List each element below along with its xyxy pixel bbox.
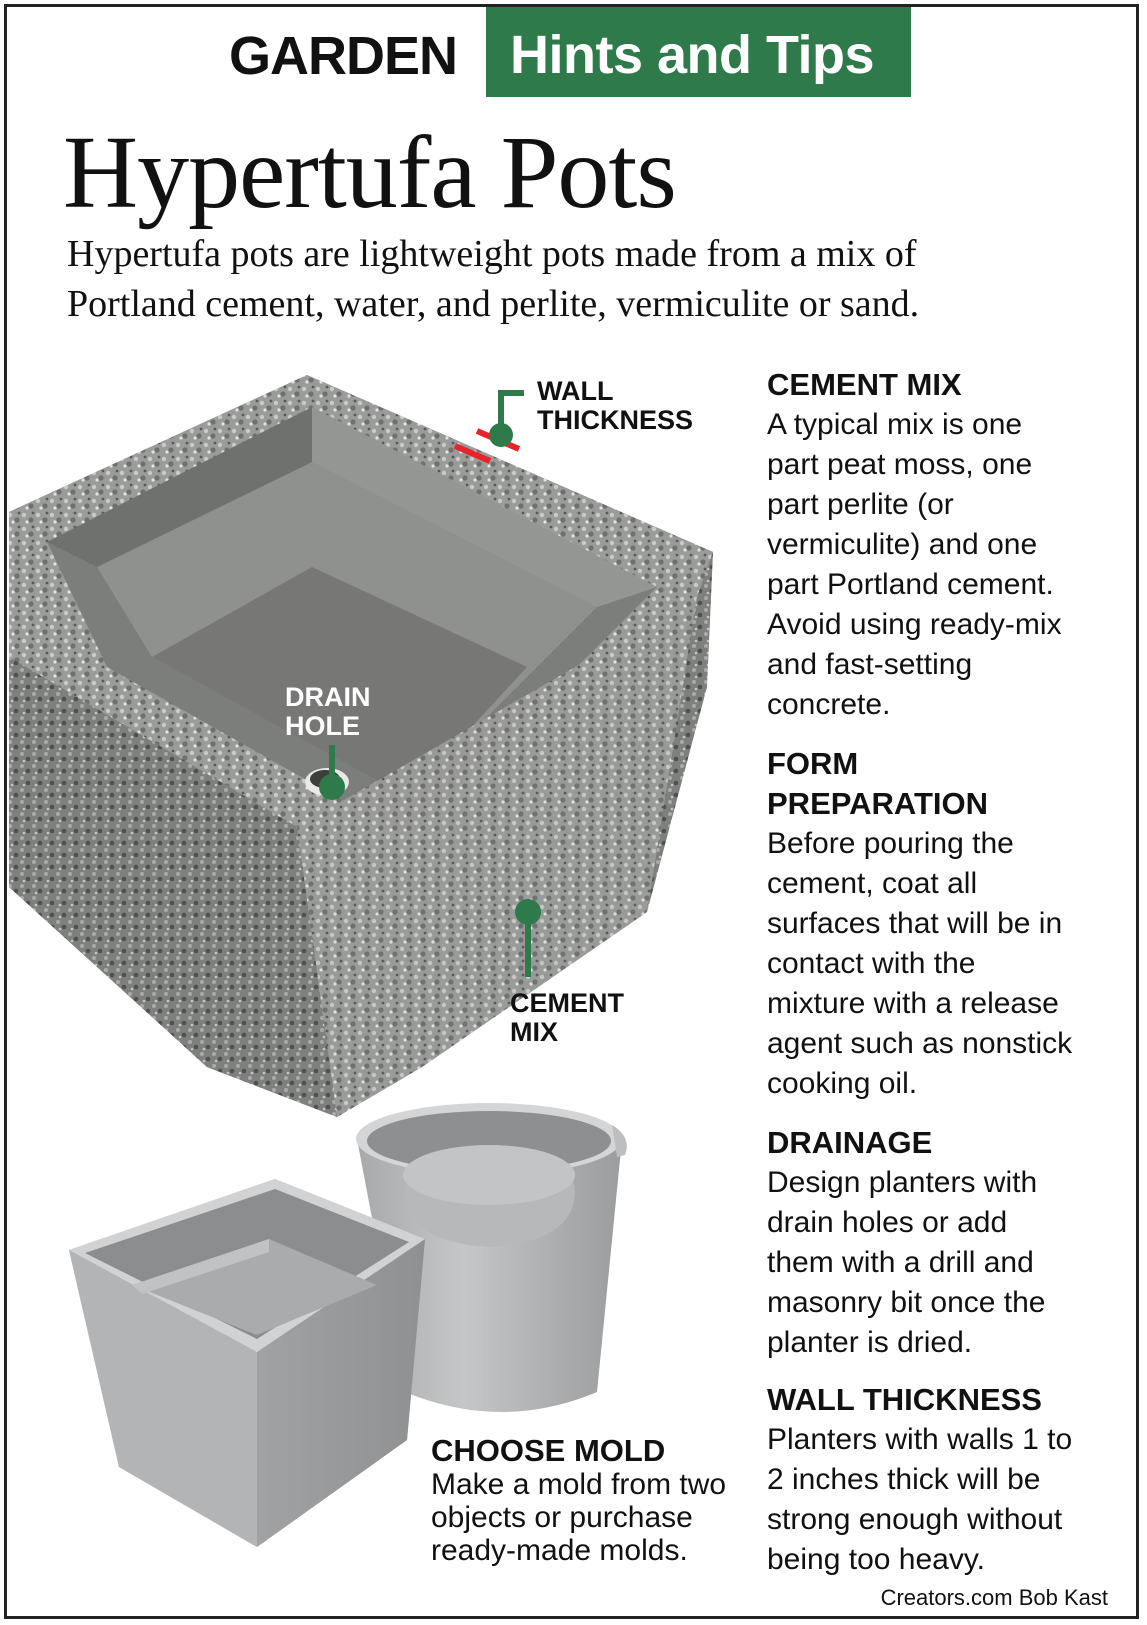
section-drainage xyxy=(767,1123,1127,1363)
section-line: ready-made molds. xyxy=(431,1534,688,1567)
section-heading: WALL THICKNESS xyxy=(767,1382,1042,1417)
section-line: Design planters with xyxy=(767,1166,1038,1199)
section-line: masonry bit once the xyxy=(767,1286,1046,1319)
section-choose-mold xyxy=(431,1434,771,1567)
section-line: objects or purchase xyxy=(431,1501,693,1534)
section-line: mixture with a release xyxy=(767,987,1059,1020)
wall-thickness-marker xyxy=(455,393,524,461)
section-line: cooking oil. xyxy=(767,1067,918,1100)
infographic-frame xyxy=(4,4,1139,1619)
section-heading: PREPARATION xyxy=(767,786,989,821)
section-line: Before pouring the xyxy=(767,827,1014,860)
section-line: Avoid using ready-mix xyxy=(767,608,1062,641)
section-line: surfaces that will be in xyxy=(767,907,1063,940)
credit-line: Creators.com Bob Kast xyxy=(880,1585,1108,1610)
section-line: being too heavy. xyxy=(767,1543,985,1576)
section-form-preparation xyxy=(767,744,1127,1104)
wall-thickness-callout xyxy=(537,377,693,435)
section-line: strong enough without xyxy=(767,1503,1063,1536)
section-line: cement, coat all xyxy=(767,867,978,900)
section-line: agent such as nonstick xyxy=(767,1027,1073,1060)
callout-line: MIX xyxy=(510,1017,559,1047)
section-line: vermiculite) and one xyxy=(767,528,1038,561)
drain-hole-callout xyxy=(285,683,371,741)
section-line: drain holes or add xyxy=(767,1206,1008,1239)
section-line: part Portland cement. xyxy=(767,568,1054,601)
section-heading: DRAINAGE xyxy=(767,1125,933,1160)
section-line: part perlite (or xyxy=(767,488,954,521)
square-mold xyxy=(69,1179,425,1547)
callout-line: WALL xyxy=(537,376,614,406)
section-wall-thickness xyxy=(767,1380,1127,1580)
section-line: them with a drill and xyxy=(767,1246,1034,1279)
callout-line: HOLE xyxy=(285,711,361,741)
callout-line: DRAIN xyxy=(285,682,371,712)
intro-line: Portland cement, water, and perlite, vermiculite or sand. xyxy=(67,283,920,325)
section-line: concrete. xyxy=(767,688,891,721)
section-line: and fast-setting xyxy=(767,648,973,681)
section-heading: CEMENT MIX xyxy=(767,367,962,402)
section-line: Make a mold from two xyxy=(431,1468,727,1501)
section-heading: FORM xyxy=(767,746,859,781)
section-cement-mix xyxy=(767,365,1127,725)
callout-line: THICKNESS xyxy=(537,405,694,435)
callout-line: CEMENT xyxy=(510,988,624,1018)
section-line: Planters with walls 1 to xyxy=(767,1423,1073,1456)
section-heading: CHOOSE MOLD xyxy=(431,1433,666,1468)
section-line: contact with the xyxy=(767,947,976,980)
section-line: A typical mix is one xyxy=(767,408,1023,441)
section-line: 2 inches thick will be xyxy=(767,1463,1041,1496)
garden-label: GARDEN xyxy=(229,26,458,86)
page-title: Hypertufa Pots xyxy=(63,115,676,230)
intro-line: Hypertufa pots are lightweight pots made from a mix of xyxy=(67,233,917,275)
cement-mix-callout xyxy=(510,989,624,1047)
hints-and-tips-banner: Hints and Tips xyxy=(486,7,911,97)
section-line: part peat moss, one xyxy=(767,448,1033,481)
section-line: planter is dried. xyxy=(767,1326,973,1359)
